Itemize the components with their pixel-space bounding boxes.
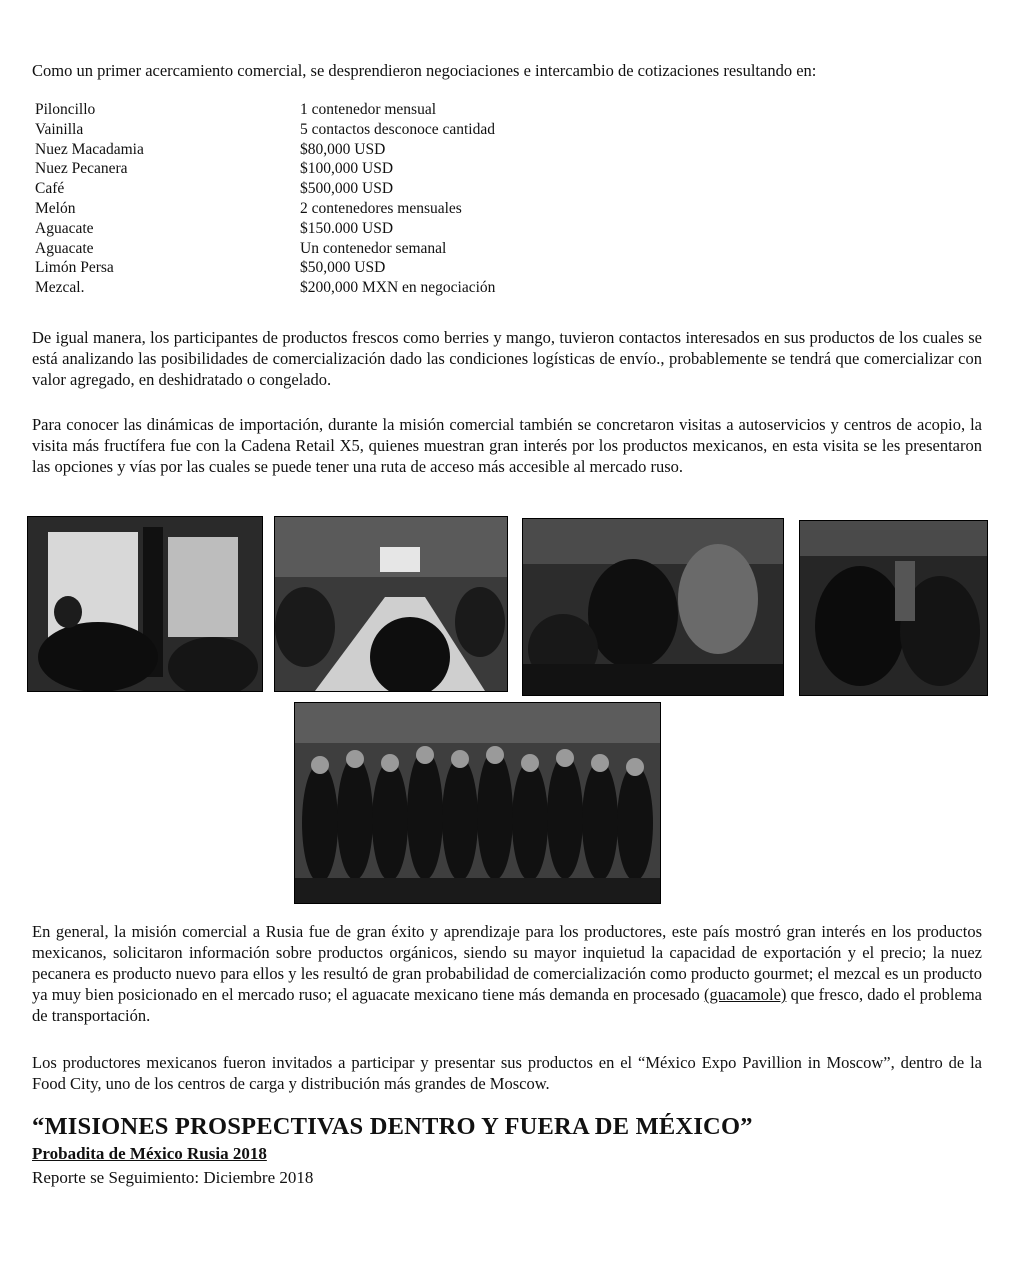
product-value: 2 contenedores mensuales xyxy=(300,199,462,217)
product-row xyxy=(35,239,735,259)
product-value: 5 contactos desconoce cantidad xyxy=(300,120,495,138)
product-name: Melón xyxy=(35,199,76,217)
product-name: Nuez Pecanera xyxy=(35,160,128,178)
product-value: $500,000 USD xyxy=(300,180,394,198)
product-row xyxy=(35,219,735,239)
products-table xyxy=(35,100,735,298)
product-name: Aguacate xyxy=(35,219,94,237)
product-row xyxy=(35,278,735,298)
summary-text-b: que fresco, dado el problema de transportación. xyxy=(32,985,982,1025)
visits-paragraph: Para conocer las dinámicas de importación, durante la misión comercial también se concretaron visitas a autoservicios y centros de acopio, la visita más fructífera fue con la Cadena Retail X5, quienes muestran gran interés por los productos mexicanos, en esta visita se les presentaron las opciones y vías por las cuales se puede tener una ruta de acceso más accesible al mercado ruso. xyxy=(32,415,982,476)
product-row xyxy=(35,179,735,199)
section-heading: “MISIONES PROSPECTIVAS DENTRO Y FUERA DE MÉXICO” xyxy=(32,1113,753,1140)
expo-paragraph: Los productores mexicanos fueron invitados a participar y presentar sus productos en el “México Expo Pavillion in Moscow”, dentro de la Food City, uno de los centros de carga y distribución más grandes de Moscow. xyxy=(32,1053,982,1093)
product-name: Limón Persa xyxy=(35,259,114,277)
product-value: $50,000 USD xyxy=(300,259,386,277)
product-row xyxy=(35,140,735,160)
subtitle: Probadita de México Rusia 2018 xyxy=(32,1144,267,1163)
product-row xyxy=(35,159,735,179)
product-value: $80,000 USD xyxy=(300,140,386,158)
product-name: Nuez Macadamia xyxy=(35,140,144,158)
meeting-photo-2 xyxy=(274,516,508,692)
product-row xyxy=(35,120,735,140)
product-name: Mezcal. xyxy=(35,279,85,297)
meeting-photo-3 xyxy=(522,518,784,696)
product-row xyxy=(35,100,735,120)
meeting-photo-1 xyxy=(27,516,263,692)
intro-paragraph: Como un primer acercamiento comercial, se desprendieron negociaciones e intercambio de cotizaciones resultando en: xyxy=(32,61,817,80)
meeting-photo-4 xyxy=(799,520,988,696)
product-row xyxy=(35,258,735,278)
product-name: Vainilla xyxy=(35,120,84,138)
product-value: $100,000 USD xyxy=(300,160,394,178)
product-name: Aguacate xyxy=(35,239,94,257)
product-value: Un contenedor semanal xyxy=(300,239,447,257)
product-row xyxy=(35,199,735,219)
product-value: $150.000 USD xyxy=(300,219,394,237)
product-value: $200,000 MXN en negociación xyxy=(300,279,496,297)
summary-underlined-text: (guacamole) xyxy=(703,985,787,1004)
summary-paragraph xyxy=(32,921,982,1026)
group-photo xyxy=(294,702,661,904)
report-line: Reporte se Seguimiento: Diciembre 2018 xyxy=(32,1168,314,1187)
fresh-products-paragraph: De igual manera, los participantes de productos frescos como berries y mango, tuvieron contactos interesados en sus productos de los cuales se está analizando las posibilidades de comercialización dado las condiciones logísticas de envío., probablemente se tendrá que comercializar con valor agregado, en deshidratado o congelado. xyxy=(32,328,982,389)
product-name: Piloncillo xyxy=(35,101,96,118)
product-name: Café xyxy=(35,180,65,198)
product-value: 1 contenedor mensual xyxy=(300,101,437,118)
summary-text-a: En general, la misión comercial a Rusia fue de gran éxito y aprendizaje para los productores, este país mostró gran interés en los productos mexicanos, solicitaron información sobre productos orgánicos, siendo su mayor inquietud la capacidad de exportación y el precio; la nuez pecanera es producto nuevo para ellos y les resultó de gran probabilidad de comercialización como producto gourmet; el mezcal es un producto ya muy bien posicionado en el mercado ruso; el aguacate mexicano tiene más demanda en procesado xyxy=(32,922,982,1004)
